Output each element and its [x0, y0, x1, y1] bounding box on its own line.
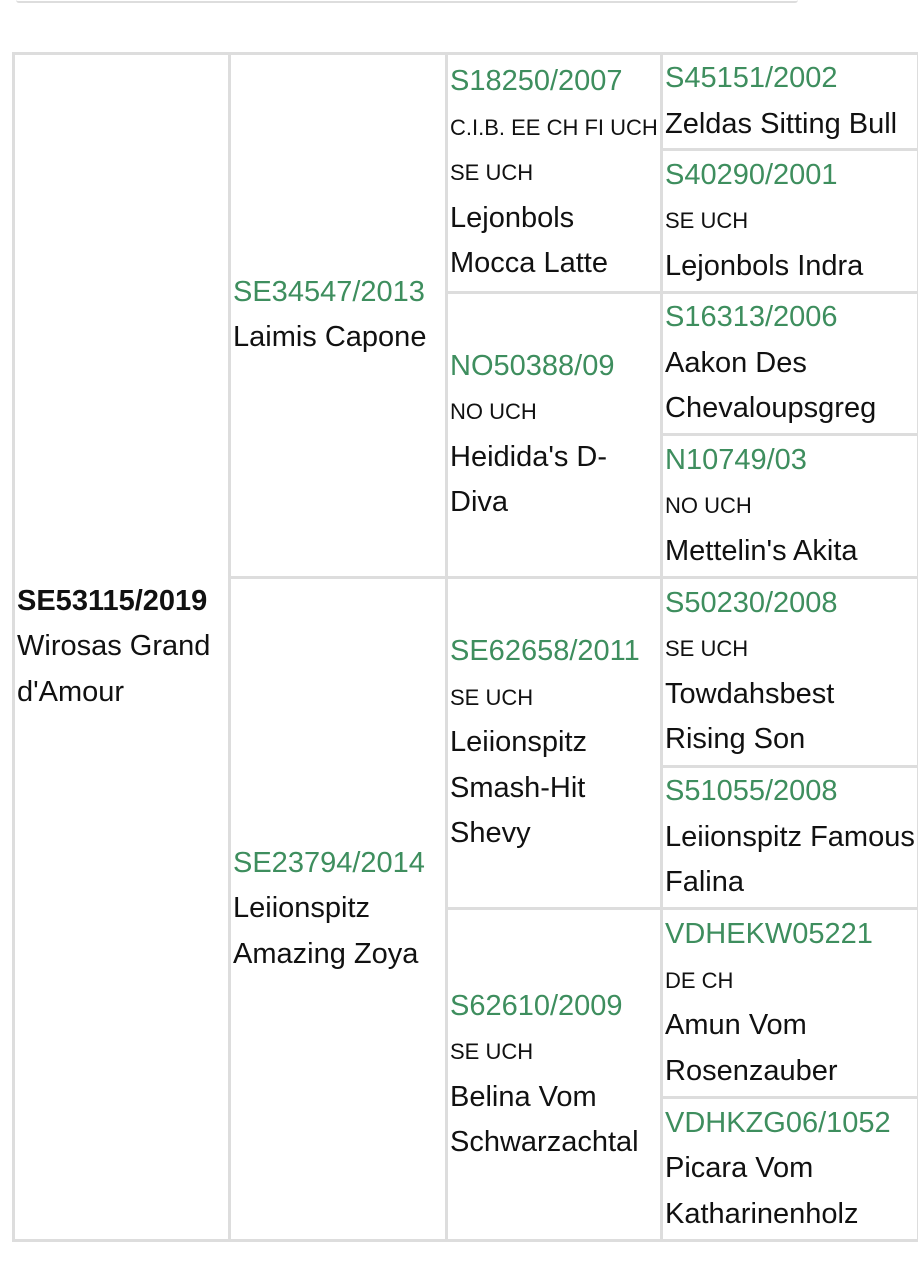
ss-title: C.I.B. EE CH FI UCH SE UCH: [450, 114, 658, 186]
top-divider: [16, 0, 798, 3]
dog-cell: [14, 54, 230, 1241]
ss-cell: [447, 54, 662, 293]
dds-name: Amun Vom Rosenzauber: [665, 1009, 838, 1087]
sss-cell: [662, 54, 918, 150]
ssd-reg-link[interactable]: S40290/2001: [665, 158, 838, 191]
sd-cell: [447, 292, 662, 577]
sd-title: NO UCH: [450, 399, 537, 425]
ds-title: SE UCH: [450, 684, 534, 710]
dsd-reg-link[interactable]: S51055/2008: [665, 775, 838, 808]
ss-name: Lejonbols Mocca Latte: [450, 201, 608, 280]
sdd-title: NO UCH: [665, 493, 752, 519]
sds-reg-link[interactable]: S16313/2006: [665, 301, 838, 334]
dsd-name: Leiionspitz Famous Falina: [665, 820, 915, 899]
dd-cell: [447, 909, 662, 1241]
ssd-cell: [662, 150, 918, 293]
dd-name: Belina Vom Schwarzachtal: [450, 1080, 639, 1159]
ds-name: Leiionspitz Smash-Hit Shevy: [450, 726, 588, 850]
sd-name: Heidida's D-Diva: [450, 440, 608, 519]
dss-name: Towdahsbest Rising Son: [665, 677, 835, 756]
dds-reg-link[interactable]: VDHEKW05221: [665, 918, 873, 951]
sss-name: Zeldas Sitting Bull: [665, 107, 898, 140]
pedigree-table: [12, 52, 918, 1242]
dss-title: SE UCH: [665, 636, 749, 662]
sdd-cell: [662, 435, 918, 578]
dd-title: SE UCH: [450, 1039, 534, 1065]
ssd-name: Lejonbols Indra: [665, 249, 864, 282]
sdd-name: Mettelin's Akita: [665, 534, 858, 567]
dam-cell: [230, 577, 447, 1240]
dog-name: Wirosas Grand d'Amour: [17, 630, 211, 708]
dss-cell: [662, 577, 918, 766]
sds-name: Aakon Des Chevaloupsgreg: [665, 346, 877, 425]
dds-cell: [662, 909, 918, 1098]
sss-reg-link[interactable]: S45151/2002: [665, 62, 838, 95]
dam-reg-link[interactable]: SE23794/2014: [233, 846, 425, 879]
sire-reg-link[interactable]: SE34547/2013: [233, 275, 425, 308]
dsd-cell: [662, 766, 918, 909]
dd-reg-link[interactable]: S62610/2009: [450, 989, 623, 1022]
ss-reg-link[interactable]: S18250/2007: [450, 65, 623, 98]
dam-name: Leiionspitz Amazing Zoya: [233, 892, 419, 970]
ds-cell: [447, 577, 662, 909]
sds-cell: [662, 292, 918, 435]
ddd-cell: [662, 1098, 918, 1241]
ds-reg-link[interactable]: SE62658/2011: [450, 635, 640, 668]
sd-reg-link[interactable]: NO50388/09: [450, 349, 615, 382]
sire-cell: [230, 54, 447, 578]
ssd-title: SE UCH: [665, 208, 749, 234]
sdd-reg-link[interactable]: N10749/03: [665, 443, 807, 476]
ddd-reg-link[interactable]: VDHKZG06/1052: [665, 1106, 891, 1139]
ddd-name: Picara Vom Katharinenholz: [665, 1152, 859, 1230]
sire-name: Laimis Capone: [233, 321, 427, 354]
dds-title: DE CH: [665, 967, 734, 993]
dog-reg: SE53115/2019: [17, 584, 208, 617]
dss-reg-link[interactable]: S50230/2008: [665, 586, 838, 619]
